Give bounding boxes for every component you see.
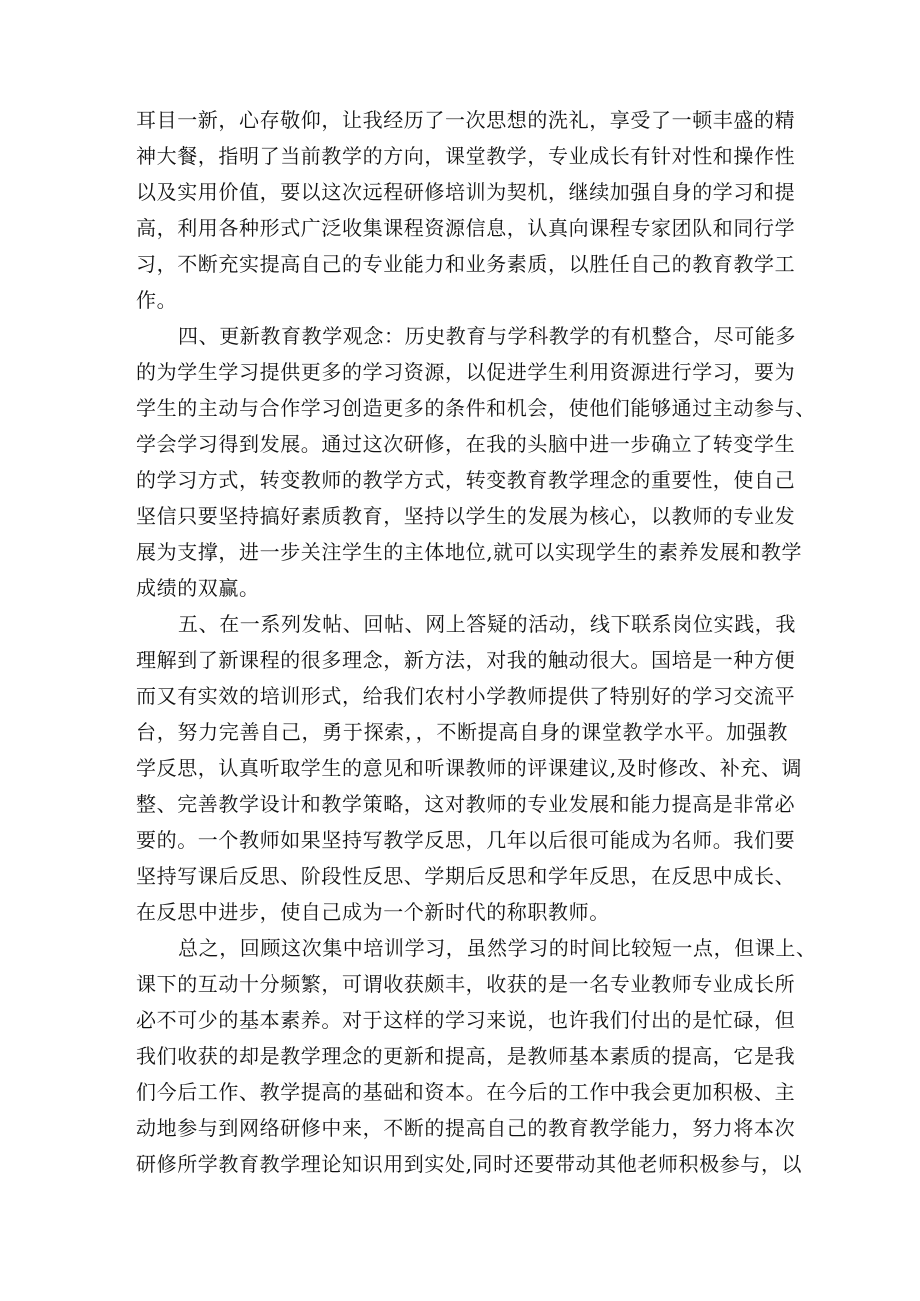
paragraph-conclusion bbox=[136, 930, 817, 1182]
text-line: 高，利用各种形式广泛收集课程资源信息，认真向课程专家团队和同行学 bbox=[136, 216, 796, 240]
text-line: 我们收获的却是教学理念的更新和提高，是教师基本素质的提高，它是我 bbox=[136, 1044, 796, 1068]
text-line: 坚信只要坚持搞好素质教育，坚持以学生的发展为核心，以教师的专业发 bbox=[136, 504, 796, 528]
text-line: 学反思，认真听取学生的意见和听课教师的评课建议,及时修改、补充、调 bbox=[136, 756, 803, 780]
text-line: 展为支撑，进一步关注学生的主体地位,就可以实现学生的素养发展和教学 bbox=[136, 540, 803, 564]
text-line: 耳目一新，心存敬仰，让我经历了一次思想的洗礼，享受了一顿丰盛的精 bbox=[136, 108, 796, 132]
paragraph-section-five bbox=[136, 606, 803, 930]
text-line: 研修所学教育教学理论知识用到实处,同时还要带动其他老师积极参与，以 bbox=[136, 1152, 803, 1176]
text-line: 理解到了新课程的很多理念，新方法，对我的触动很大。国培是一种方便 bbox=[136, 648, 796, 672]
paragraph-section-four bbox=[136, 318, 816, 606]
text-line: 以及实用价值，要以这次远程研修培训为契机，继续加强自身的学习和提 bbox=[136, 180, 796, 204]
document-body bbox=[136, 102, 817, 1182]
text-line: 台，努力完善自己，勇于探索，，不断提高自身的课堂教学水平。加强教 bbox=[136, 720, 788, 744]
text-line: 要的。一个教师如果坚持写教学反思，几年以后很可能成为名师。我们要 bbox=[136, 828, 796, 852]
text-line: 五、在一系列发帖、回帖、网上答疑的活动，线下联系岗位实践，我 bbox=[178, 612, 796, 636]
text-line: 神大餐，指明了当前教学的方向，课堂教学，专业成长有针对性和操作性 bbox=[136, 144, 796, 168]
text-line: 四、更新教育教学观念：历史教育与学科教学的有机整合，尽可能多 bbox=[178, 324, 796, 348]
text-line: 学会学习得到发展。通过这次研修，在我的头脑中进一步确立了转变学生 bbox=[136, 432, 796, 456]
paragraph-continuation bbox=[136, 102, 796, 318]
text-line: 动地参与到网络研修中来，不断的提高自己的教育教学能力，努力将本次 bbox=[136, 1116, 796, 1140]
text-line: 的学习方式，转变教师的教学方式，转变教育教学理念的重要性，使自己 bbox=[136, 468, 796, 492]
text-line: 总之，回顾这次集中培训学习，虽然学习的时间比较短一点，但课上、 bbox=[178, 936, 817, 960]
text-line: 成绩的双赢。 bbox=[136, 576, 260, 600]
text-line: 整、完善教学设计和教学策略，这对教师的专业发展和能力提高是非常必 bbox=[136, 792, 796, 816]
text-line: 而又有实效的培训形式，给我们农村小学教师提供了特别好的学习交流平 bbox=[136, 684, 796, 708]
text-line: 的为学生学习提供更多的学习资源，以促进学生利用资源进行学习，要为 bbox=[136, 360, 796, 384]
text-line: 学生的主动与合作学习创造更多的条件和机会，使他们能够通过主动参与、 bbox=[136, 396, 816, 420]
text-line: 坚持写课后反思、阶段性反思、学期后反思和学年反思，在反思中成长、 bbox=[136, 864, 796, 888]
text-line: 必不可少的基本素养。对于这样的学习来说，也许我们付出的是忙碌，但 bbox=[136, 1008, 796, 1032]
text-line: 习，不断充实提高自己的专业能力和业务素质，以胜任自己的教育教学工 bbox=[136, 252, 796, 276]
text-line: 作。 bbox=[136, 288, 178, 312]
text-line: 在反思中进步，使自己成为一个新时代的称职教师。 bbox=[136, 900, 610, 924]
text-line: 课下的互动十分频繁，可谓收获颇丰，收获的是一名专业教师专业成长所 bbox=[136, 972, 796, 996]
text-line: 们今后工作、教学提高的基础和资本。在今后的工作中我会更加积极、主 bbox=[136, 1080, 796, 1104]
